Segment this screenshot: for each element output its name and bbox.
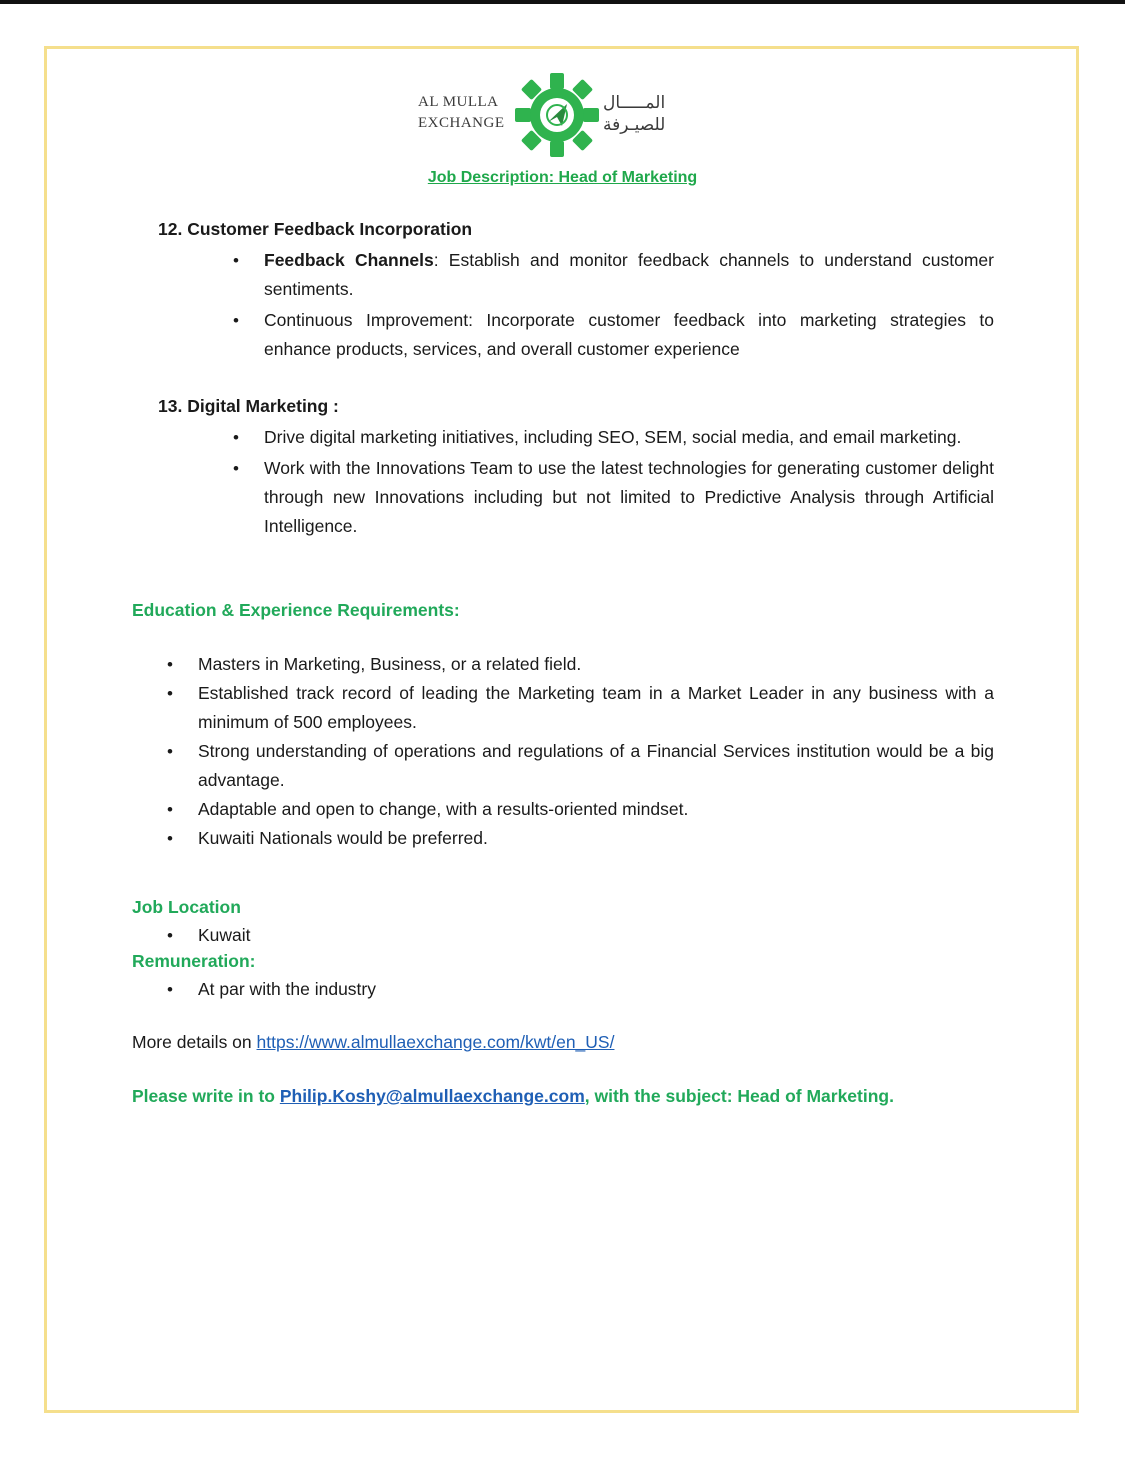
section-12-list [233, 246, 994, 364]
bullet-icon: • [233, 459, 239, 478]
list-item [167, 975, 698, 1004]
education-heading: Education & Experience Requirements: [132, 600, 460, 620]
item-text: Continuous Improvement: Incorporate customer feedback into marketing strategies to enhance products, services, and overall customer experience [264, 310, 994, 359]
contact-line [132, 1086, 894, 1107]
education-list [167, 650, 994, 853]
job-location-list [167, 921, 698, 950]
bullet-icon: • [233, 251, 239, 270]
document-title: Job Description: Head of Marketing [427, 169, 698, 186]
email-link[interactable]: Philip.Koshy@almullaexchange.com [279, 1086, 585, 1106]
logo-en-line2: EXCHANGE [418, 115, 505, 131]
contact-prefix: Please write in to [132, 1086, 280, 1106]
list-item [167, 824, 994, 853]
section-13-list [233, 423, 994, 541]
item-text: Masters in Marketing, Business, or a related field. [198, 654, 582, 674]
item-text: Kuwait [198, 925, 251, 945]
remuneration-heading: Remuneration: [132, 951, 256, 971]
item-text: Work with the Innovations Team to use the latest technologies for generating customer delight through new Innovations including but not limited to Predictive Analysis through Artificial Intelligence. [264, 458, 994, 536]
bullet-icon: • [167, 655, 173, 674]
item-text: Strong understanding of operations and regulations of a Financial Services institution would be a big advantage. [198, 741, 994, 790]
list-item [167, 921, 698, 950]
item-text: Drive digital marketing initiatives, including SEO, SEM, social media, and email marketing. [264, 427, 962, 447]
list-item [233, 306, 994, 364]
item-text: At par with the industry [198, 979, 376, 999]
bullet-icon: • [167, 800, 173, 819]
list-item [233, 246, 994, 304]
logo-english-name [418, 92, 505, 134]
job-location-heading: Job Location [132, 897, 241, 917]
logo-arabic-name [603, 92, 665, 136]
bullet-icon: • [167, 980, 173, 999]
list-item [167, 679, 994, 737]
item-text: : Establish and monitor feedback channels to understand customer sentiments. [264, 250, 994, 299]
list-item [167, 737, 994, 795]
bullet-icon: • [233, 311, 239, 330]
more-details-prefix: More details on [132, 1032, 257, 1052]
top-bar [0, 0, 1125, 4]
item-text: Established track record of leading the Marketing team in a Market Leader in any business with a minimum of 500 employees. [198, 683, 994, 732]
company-logo [418, 70, 708, 160]
item-text: Kuwaiti Nationals would be preferred. [198, 828, 488, 848]
remuneration-list [167, 975, 698, 1004]
more-details-line [132, 1032, 614, 1053]
list-item [167, 650, 994, 679]
contact-suffix: , with the subject: Head of Marketing. [584, 1086, 894, 1106]
section-12-heading: 12. Customer Feedback Incorporation [158, 219, 473, 239]
item-bold-label: Feedback Channels [264, 250, 434, 270]
section-13-heading: 13. Digital Marketing : [158, 396, 339, 416]
logo-emblem-icon [512, 70, 602, 160]
logo-en-line1: AL MULLA [418, 94, 499, 110]
list-item [233, 423, 994, 452]
logo-ar-line1: المـــــال [603, 93, 666, 113]
bullet-icon: • [167, 742, 173, 761]
bullet-icon: • [167, 926, 173, 945]
bullet-icon: • [167, 829, 173, 848]
item-text: Adaptable and open to change, with a results-oriented mindset. [198, 799, 689, 819]
website-link[interactable]: https://www.almullaexchange.com/kwt/en_US/ [256, 1032, 615, 1052]
bullet-icon: • [167, 684, 173, 703]
logo-ar-line2: للصيـرفة [603, 115, 666, 135]
bullet-icon: • [233, 428, 239, 447]
list-item [233, 454, 994, 541]
list-item [167, 795, 994, 824]
